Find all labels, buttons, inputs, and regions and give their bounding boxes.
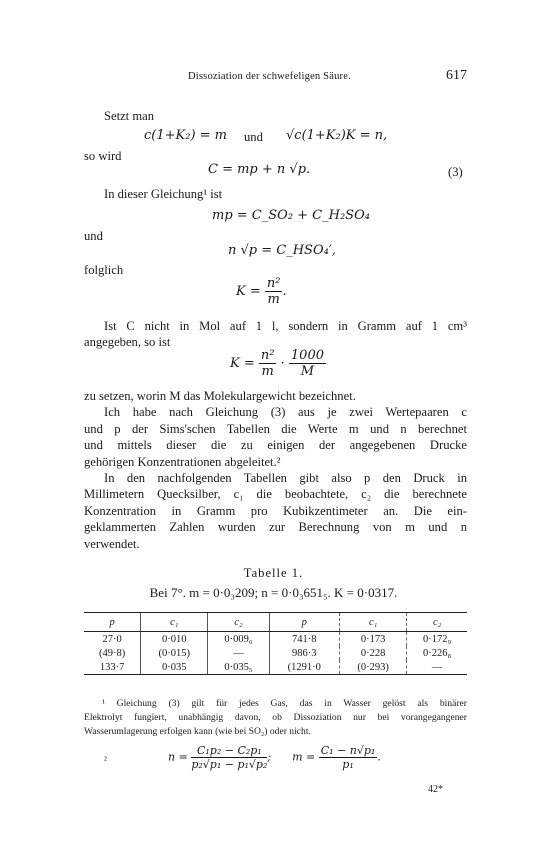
footnote-2-n-denominator: p₂√p₁ − p₁√p₂	[191, 758, 268, 771]
column-header-c1: c₁	[340, 613, 407, 632]
equation-n-sqrt-p: n √p = C_HSO₄′,	[228, 243, 336, 258]
footnote-1	[84, 697, 467, 739]
paragraph-2-line-3: und p der Sims'schen Tabellen die Werte m und n berechnet	[84, 421, 467, 436]
table-title: Tabelle 1.	[243, 566, 304, 580]
table-cell: —	[208, 646, 269, 660]
data-table	[84, 612, 467, 675]
table-cell: (0·293)	[340, 660, 407, 675]
footnote-2-m-numerator: C₁ − n√p₁	[320, 744, 376, 757]
table-cell: 0·009₀	[208, 632, 269, 647]
signature-mark: 42*	[428, 784, 443, 795]
equation-mp: mp = C_SO₂ + C_H₂SO₄	[212, 208, 370, 223]
paragraph-2-line-5: gehörigen Konzentrationen abgeleitet.²	[84, 454, 281, 469]
paragraph-1	[84, 318, 467, 351]
equation-k-molar-numerator-2: 1000	[290, 348, 324, 363]
footnote-2-m-fraction	[319, 744, 378, 771]
footnote-1-line-3: Wasserumlagerung erfolgen kann (wie bei SO₂) oder nicht.	[84, 726, 311, 737]
column-header-p: p	[269, 613, 339, 632]
table-cell: —	[407, 660, 467, 675]
footnote-2-formulas	[168, 744, 381, 771]
column-header-c2: c₂	[407, 613, 467, 632]
equation-k-numerator: n²	[266, 276, 281, 291]
table-cell: 27·0	[102, 633, 122, 645]
paragraph-2-line-1: zu setzen, worin M das Molekulargewicht bezeichnet.	[84, 389, 356, 403]
paragraph-1-line-1: Ist C nicht in Mol auf 1 l, sondern in Gramm auf 1 cm³	[104, 319, 467, 333]
table-cell: (0·015)	[141, 646, 208, 660]
equation-k-molar-lhs: K =	[230, 356, 255, 371]
equation-k-end: .	[282, 284, 287, 299]
text-so-wird: so wird	[84, 149, 122, 163]
footnote-2-marker: ²	[104, 755, 107, 766]
text-in-dieser-gleichung: In dieser Gleichung¹ ist	[104, 187, 223, 201]
paragraph-2-line-9: geklammerten Zahlen wurden zur Berechnung von m und n	[84, 520, 467, 535]
table-cell: 0·228	[340, 646, 407, 660]
footnote-2-m-denominator: p₁	[342, 758, 354, 771]
table-cell: 986·3	[269, 646, 339, 660]
text-und: und	[84, 229, 103, 243]
footnote-1-line-1: ¹ Gleichung (3) gilt für jedes Gas, das in Wasser gelöst als binärer	[102, 698, 467, 709]
table-cell: (1291·0	[269, 660, 339, 675]
table-cell: 133·7	[84, 660, 141, 675]
table-cell: 0·010	[141, 632, 208, 647]
footnote-2-end: .	[377, 750, 381, 764]
paragraph-2-line-10: verwendet.	[84, 536, 140, 551]
footnote-2-n-fraction	[191, 744, 267, 771]
table-cell: (49·8)	[98, 647, 126, 659]
equation-1-left: c(1+K₂) = m	[144, 128, 227, 143]
table-caption: Bei 7°. m = 0·0₃209; n = 0·0₃651₅. K = 0·0317.	[149, 585, 398, 600]
table-cell: 741·8	[269, 632, 339, 647]
text-setzt-man: Setzt man	[104, 109, 155, 123]
equation-k-molar-fraction-1	[259, 348, 277, 379]
paragraph-1-line-2: angegeben, so ist	[84, 335, 171, 350]
table-cell: 0·035	[141, 660, 208, 675]
table-cell: 0·226₈	[407, 646, 467, 660]
equation-k-fraction	[265, 276, 283, 307]
equation-k-lhs: K =	[236, 284, 261, 299]
equation-k-molar-denominator-2: M	[300, 364, 315, 379]
equation-3-number: (3)	[448, 165, 463, 179]
page-number: 617	[446, 68, 467, 83]
column-header-p: p	[84, 613, 141, 632]
footnote-2-n-numerator: C₁p₂ − C₂p₁	[191, 744, 267, 758]
paragraph-2-line-8: Konzentration in Gramm pro Kubikzentimeter an. Die ein-	[84, 503, 467, 518]
paragraph-2-line-2: Ich habe nach Gleichung (3) aus je zwei Wertepaaren c	[104, 405, 467, 420]
paragraph-2-line-7: Millimetern Quecksilber, c₁ die beobachtete, c₂ die berechnete	[84, 487, 467, 502]
equation-1-und: und	[244, 130, 263, 144]
equation-k-molar-fraction-2	[289, 348, 326, 379]
equation-k-molar-numerator-1: n²	[260, 348, 275, 363]
table-header-row	[84, 613, 467, 632]
table-cell: 0·173	[340, 632, 407, 647]
paragraph-2-line-6: In den nachfolgenden Tabellen gibt also p den Druck in	[104, 471, 467, 486]
equation-k-molar-dot: ·	[280, 356, 285, 371]
equation-k-denominator: m	[267, 292, 280, 307]
table-cell: 0·035₅	[208, 660, 269, 675]
equation-k-molar-denominator-1: m	[261, 364, 274, 379]
paragraph-2	[84, 388, 467, 552]
footnote-1-line-2: Elektrolyt fungiert, unabhängig davon, ob Dissoziation nur bei vorangegangener	[84, 712, 467, 723]
equation-k-molar	[230, 348, 326, 379]
text-folglich: folglich	[84, 263, 124, 277]
table-cell: 0·172₉	[407, 632, 467, 647]
table-row	[84, 632, 467, 647]
footnote-2-m-lhs: m =	[292, 750, 316, 764]
footnote-2-n-lhs: n =	[168, 750, 188, 764]
equation-3: C = mp + n √p.	[208, 162, 311, 177]
footnote-2-separator: ;	[267, 750, 272, 764]
equation-k	[236, 276, 287, 307]
paragraph-2-line-4: und mittels dieser die zu einigen der angegebenen Drucke	[84, 438, 467, 453]
column-header-c2: c₂	[208, 613, 269, 632]
running-title: Dissoziation der schwefeligen Säure.	[188, 71, 351, 82]
table-row	[84, 660, 467, 675]
column-header-c1: c₁	[141, 613, 208, 632]
table-row	[84, 646, 467, 660]
equation-1-right: √c(1+K₂)K = n,	[286, 128, 388, 143]
